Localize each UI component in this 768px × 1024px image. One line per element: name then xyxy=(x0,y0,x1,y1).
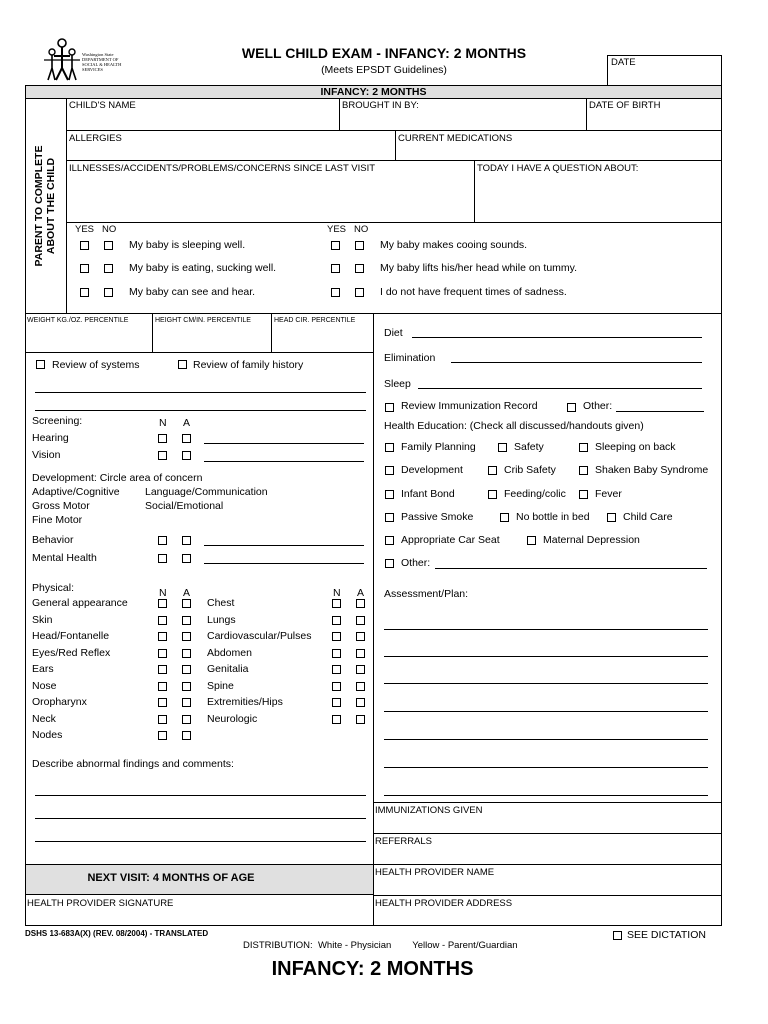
abnormal-checkbox[interactable] xyxy=(182,536,191,545)
physical-item: Eyes/Red Reflex xyxy=(32,647,111,659)
assessment-label: Assessment/Plan: xyxy=(384,588,469,600)
hearing-line[interactable] xyxy=(204,443,364,444)
behavior-label: Behavior xyxy=(32,534,74,546)
parent-item-right: My baby makes cooing sounds. xyxy=(380,239,528,251)
screening-label: Screening: xyxy=(32,415,83,427)
yes-checkbox[interactable] xyxy=(80,241,89,250)
normal-checkbox[interactable] xyxy=(332,682,341,691)
abnormal-checkbox[interactable] xyxy=(182,599,191,608)
edu-checkbox[interactable] xyxy=(488,466,497,475)
n-header: N xyxy=(159,587,167,599)
childs-name-field[interactable]: CHILD'S NAME xyxy=(69,100,136,111)
abnormal-checkbox[interactable] xyxy=(356,665,365,674)
no-checkbox[interactable] xyxy=(355,288,364,297)
immunizations-field[interactable]: IMMUNIZATIONS GIVEN xyxy=(375,805,483,816)
review-systems-label: Review of systems xyxy=(52,359,140,371)
development-label: Development: Circle area of concern xyxy=(32,472,203,484)
normal-checkbox[interactable] xyxy=(332,715,341,724)
sleep-line[interactable] xyxy=(418,388,702,389)
edu-other-label: Other: xyxy=(401,557,431,569)
assessment-line[interactable] xyxy=(384,739,708,740)
normal-checkbox[interactable] xyxy=(158,434,167,443)
edu-checkbox[interactable] xyxy=(579,466,588,475)
edu-item: Child Care xyxy=(623,511,673,523)
abnormal-checkbox[interactable] xyxy=(356,632,365,641)
normal-checkbox[interactable] xyxy=(158,451,167,460)
physical-item: Nose xyxy=(32,680,57,692)
physical-item: Neck xyxy=(32,713,56,725)
edu-other-line[interactable] xyxy=(435,568,707,569)
see-dictation-label: SEE DICTATION xyxy=(627,929,706,941)
no-checkbox[interactable] xyxy=(104,288,113,297)
assessment-line[interactable] xyxy=(384,683,708,684)
normal-checkbox[interactable] xyxy=(332,665,341,674)
n-header: N xyxy=(159,417,167,429)
form-subtitle: (Meets EPSDT Guidelines) xyxy=(321,64,447,76)
a-header: A xyxy=(183,587,191,599)
a-header: A xyxy=(183,417,191,429)
physical-label: Physical: xyxy=(32,582,75,594)
date-label: DATE xyxy=(611,57,636,68)
infancy-band-label: INFANCY: 2 MONTHS xyxy=(320,86,427,98)
provider-signature-field[interactable]: HEALTH PROVIDER SIGNATURE xyxy=(27,898,174,909)
normal-checkbox[interactable] xyxy=(158,715,167,724)
edu-checkbox[interactable] xyxy=(579,490,588,499)
dev-area[interactable]: Gross Motor xyxy=(32,500,90,512)
edu-item: Fever xyxy=(595,488,622,500)
see-dictation-checkbox[interactable] xyxy=(613,931,622,940)
sleep-label: Sleep xyxy=(384,378,411,390)
form-title: WELL CHILD EXAM - INFANCY: 2 MONTHS xyxy=(241,45,527,61)
form-number: DSHS 13-683A(X) (REV. 08/2004) - TRANSLATED xyxy=(25,929,209,938)
physical-item: Chest xyxy=(207,597,235,609)
hearing-label: Hearing xyxy=(32,432,69,444)
abnormal-checkbox[interactable] xyxy=(182,434,191,443)
abnormal-checkbox[interactable] xyxy=(182,451,191,460)
no-checkbox[interactable] xyxy=(104,241,113,250)
abnormal-checkbox[interactable] xyxy=(182,649,191,658)
yes-header-right: YES xyxy=(327,224,347,235)
assessment-line[interactable] xyxy=(384,795,708,796)
comment-line[interactable] xyxy=(35,795,366,796)
edu-checkbox[interactable] xyxy=(527,536,536,545)
edu-checkbox[interactable] xyxy=(385,513,394,522)
normal-checkbox[interactable] xyxy=(158,665,167,674)
no-header-left: NO xyxy=(102,224,117,235)
normal-checkbox[interactable] xyxy=(158,731,167,740)
abnormal-checkbox[interactable] xyxy=(182,682,191,691)
edu-other-checkbox[interactable] xyxy=(385,559,394,568)
abnormal-checkbox[interactable] xyxy=(182,554,191,563)
abnormal-checkbox[interactable] xyxy=(356,682,365,691)
comment-line[interactable] xyxy=(35,841,366,842)
normal-checkbox[interactable] xyxy=(332,649,341,658)
next-visit-label: NEXT VISIT: 4 MONTHS OF AGE xyxy=(87,872,255,884)
assessment-line[interactable] xyxy=(384,656,708,657)
allergies-field[interactable]: ALLERGIES xyxy=(69,133,122,144)
elimination-line[interactable] xyxy=(451,362,702,363)
edu-item: Maternal Depression xyxy=(543,534,640,546)
normal-checkbox[interactable] xyxy=(332,599,341,608)
dev-area[interactable]: Language/Communication xyxy=(145,486,268,498)
physical-item: Head/Fontanelle xyxy=(32,630,110,642)
abnormal-checkbox[interactable] xyxy=(356,649,365,658)
normal-checkbox[interactable] xyxy=(332,698,341,707)
bottom-title: INFANCY: 2 MONTHS xyxy=(271,958,474,980)
edu-item: Infant Bond xyxy=(401,488,455,500)
assessment-line[interactable] xyxy=(384,711,708,712)
edu-item: No bottle in bed xyxy=(516,511,590,523)
edu-item: Family Planning xyxy=(401,441,476,453)
n-header: N xyxy=(333,587,341,599)
diet-line[interactable] xyxy=(412,337,702,338)
assessment-line[interactable] xyxy=(384,629,708,630)
other-label: Other: xyxy=(583,400,613,412)
edu-checkbox[interactable] xyxy=(607,513,616,522)
review-line[interactable] xyxy=(35,410,366,411)
review-immunization-checkbox[interactable] xyxy=(385,403,394,412)
other-line[interactable] xyxy=(616,411,704,412)
parent-item-right: I do not have frequent times of sadness. xyxy=(380,286,567,298)
dev-area[interactable]: Adaptive/Cognitive xyxy=(32,486,120,498)
edu-item: Sleeping on back xyxy=(595,441,676,453)
edu-checkbox[interactable] xyxy=(385,443,394,452)
no-header-right: NO xyxy=(354,224,369,235)
review-immunization-label: Review Immunization Record xyxy=(401,400,538,412)
abnormal-checkbox[interactable] xyxy=(182,698,191,707)
dev-area[interactable]: Fine Motor xyxy=(32,514,83,526)
head-circumference-field[interactable]: HEAD CIR. PERCENTILE xyxy=(274,317,356,324)
abnormal-checkbox[interactable] xyxy=(182,616,191,625)
physical-item: Skin xyxy=(32,614,53,626)
abnormal-checkbox[interactable] xyxy=(182,731,191,740)
no-checkbox[interactable] xyxy=(355,264,364,273)
weight-field[interactable]: WEIGHT KG./OZ. PERCENTILE xyxy=(27,317,129,324)
parent-side-label-2: ABOUT THE CHILD xyxy=(45,157,57,255)
edu-item: Feeding/colic xyxy=(504,488,566,500)
normal-checkbox[interactable] xyxy=(158,554,167,563)
abnormal-checkbox[interactable] xyxy=(182,665,191,674)
review-family-checkbox[interactable] xyxy=(178,360,187,369)
edu-checkbox[interactable] xyxy=(385,466,394,475)
mental-health-label: Mental Health xyxy=(32,552,97,564)
abnormal-checkbox[interactable] xyxy=(356,715,365,724)
physical-item: Extremities/Hips xyxy=(207,696,283,708)
parent-item-left: My baby can see and hear. xyxy=(129,286,256,298)
review-line[interactable] xyxy=(35,392,366,393)
a-header: A xyxy=(357,587,365,599)
physical-item: General appearance xyxy=(32,597,128,609)
parent-item-right: My baby lifts his/her head while on tummy. xyxy=(380,262,578,274)
logo-text: Washington State DEPARTMENT OF SOCIAL & HEALTH SERVICES xyxy=(82,52,122,72)
diet-label: Diet xyxy=(384,327,403,339)
distribution-text: DISTRIBUTION: White - Physician Yellow - Parent/Guardian xyxy=(243,940,518,951)
physical-item: Oropharynx xyxy=(32,696,87,708)
abnormal-checkbox[interactable] xyxy=(356,599,365,608)
edu-item: Development xyxy=(401,464,463,476)
health-education-label: Health Education: (Check all discussed/handouts given) xyxy=(384,420,644,432)
yes-checkbox[interactable] xyxy=(80,264,89,273)
date-of-birth-field[interactable]: DATE OF BIRTH xyxy=(589,100,661,111)
edu-checkbox[interactable] xyxy=(500,513,509,522)
illnesses-field[interactable]: ILLNESSES/ACCIDENTS/PROBLEMS/CONCERNS SINCE LAST VISIT xyxy=(69,163,376,174)
normal-checkbox[interactable] xyxy=(158,682,167,691)
vision-line[interactable] xyxy=(204,461,364,462)
physical-item: Nodes xyxy=(32,729,63,741)
edu-item: Appropriate Car Seat xyxy=(401,534,500,546)
yes-checkbox[interactable] xyxy=(80,288,89,297)
parent-item-left: My baby is sleeping well. xyxy=(129,239,246,251)
physical-item: Spine xyxy=(207,680,234,692)
normal-checkbox[interactable] xyxy=(158,616,167,625)
normal-checkbox[interactable] xyxy=(158,536,167,545)
physical-item: Lungs xyxy=(207,614,236,626)
yes-checkbox[interactable] xyxy=(331,264,340,273)
assessment-line[interactable] xyxy=(384,767,708,768)
other-checkbox[interactable] xyxy=(567,403,576,412)
abnormal-checkbox[interactable] xyxy=(356,616,365,625)
physical-item: Neurologic xyxy=(207,713,258,725)
mental-health-line[interactable] xyxy=(204,563,364,564)
parent-item-left: My baby is eating, sucking well. xyxy=(129,262,277,274)
parent-side-label-1: PARENT TO COMPLETE xyxy=(33,145,45,267)
height-field[interactable]: HEIGHT CM/IN. PERCENTILE xyxy=(155,317,251,324)
comment-line[interactable] xyxy=(35,818,366,819)
normal-checkbox[interactable] xyxy=(332,632,341,641)
physical-item: Abdomen xyxy=(207,647,252,659)
parent-side-label xyxy=(26,99,66,313)
provider-name-field[interactable]: HEALTH PROVIDER NAME xyxy=(375,867,495,878)
edu-checkbox[interactable] xyxy=(488,490,497,499)
physical-item: Genitalia xyxy=(207,663,249,675)
no-checkbox[interactable] xyxy=(104,264,113,273)
provider-address-field[interactable]: HEALTH PROVIDER ADDRESS xyxy=(375,898,513,909)
yes-checkbox[interactable] xyxy=(331,288,340,297)
yes-checkbox[interactable] xyxy=(331,241,340,250)
normal-checkbox[interactable] xyxy=(158,599,167,608)
edu-item: Passive Smoke xyxy=(401,511,474,523)
referrals-field[interactable]: REFERRALS xyxy=(375,836,433,847)
review-family-label: Review of family history xyxy=(193,359,304,371)
edu-item: Shaken Baby Syndrome xyxy=(595,464,709,476)
no-checkbox[interactable] xyxy=(355,241,364,250)
current-medications-field[interactable]: CURRENT MEDICATIONS xyxy=(398,133,513,144)
brought-in-by-field[interactable]: BROUGHT IN BY: xyxy=(342,100,419,111)
edu-checkbox[interactable] xyxy=(498,443,507,452)
abnormal-checkbox[interactable] xyxy=(182,632,191,641)
question-field[interactable]: TODAY I HAVE A QUESTION ABOUT: xyxy=(477,163,639,174)
normal-checkbox[interactable] xyxy=(332,616,341,625)
normal-checkbox[interactable] xyxy=(158,649,167,658)
edu-item: Safety xyxy=(514,441,544,453)
abnormal-findings-label: Describe abnormal findings and comments: xyxy=(32,758,234,770)
dev-area[interactable]: Social/Emotional xyxy=(145,500,224,512)
abnormal-checkbox[interactable] xyxy=(182,715,191,724)
behavior-line[interactable] xyxy=(204,545,364,546)
elimination-label: Elimination xyxy=(384,352,436,364)
vision-label: Vision xyxy=(32,449,61,461)
edu-checkbox[interactable] xyxy=(385,536,394,545)
normal-checkbox[interactable] xyxy=(158,632,167,641)
physical-item: Cardiovascular/Pulses xyxy=(207,630,312,642)
yes-header-left: YES xyxy=(75,224,95,235)
edu-item: Crib Safety xyxy=(504,464,556,476)
review-systems-checkbox[interactable] xyxy=(36,360,45,369)
edu-checkbox[interactable] xyxy=(385,490,394,499)
abnormal-checkbox[interactable] xyxy=(356,698,365,707)
edu-checkbox[interactable] xyxy=(579,443,588,452)
physical-item: Ears xyxy=(32,663,54,675)
normal-checkbox[interactable] xyxy=(158,698,167,707)
